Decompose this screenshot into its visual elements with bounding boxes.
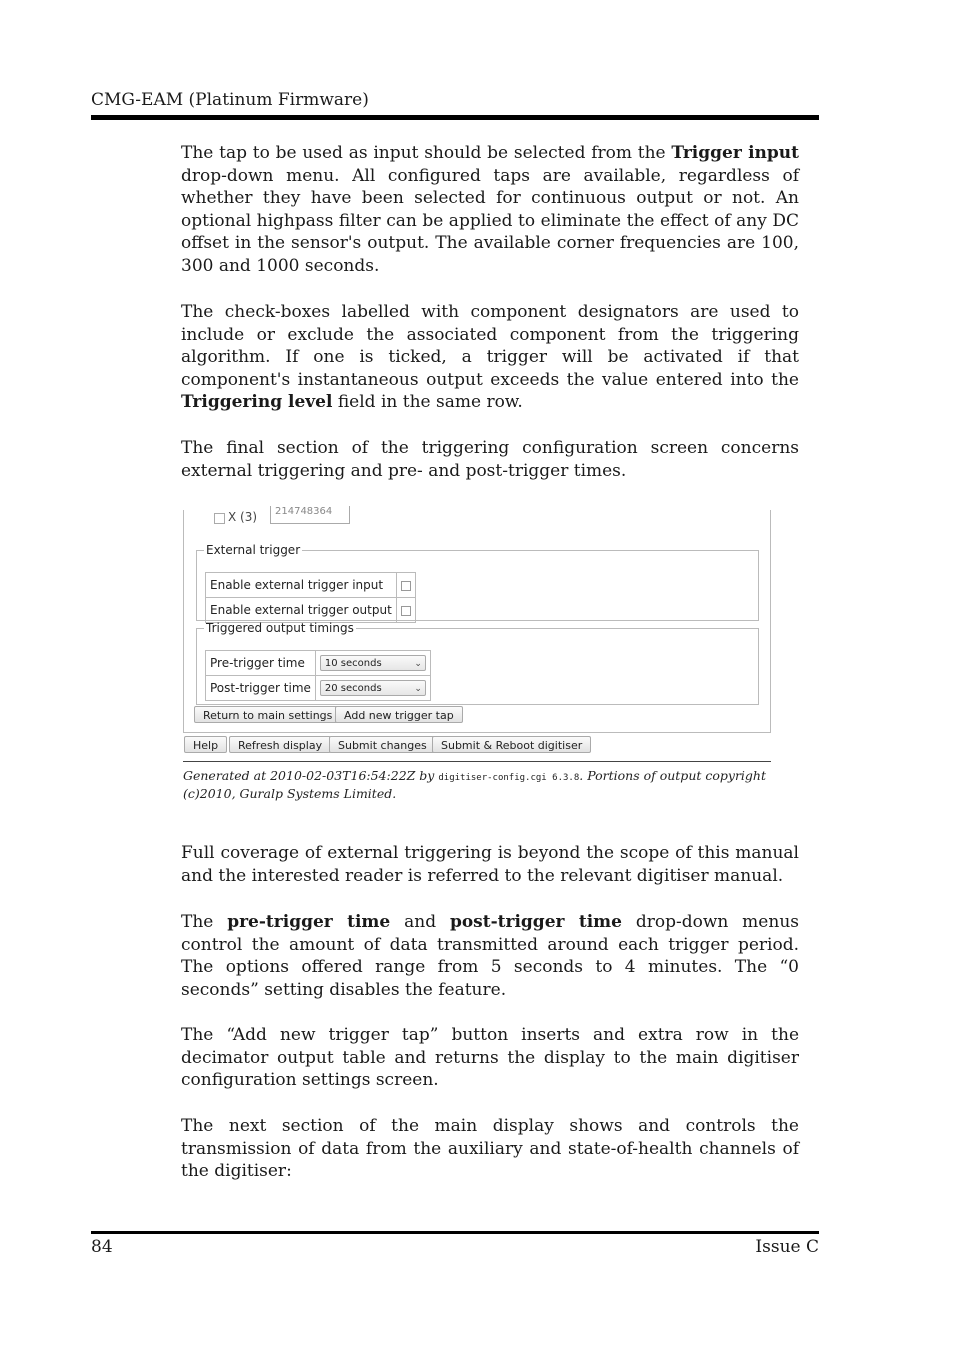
table-row: [206, 598, 416, 623]
caption-script-name: digitiser-config.cgi 6.3.8: [438, 773, 580, 783]
enable-input-label: Enable external trigger input: [206, 573, 397, 598]
paragraph-checkboxes: [181, 301, 799, 414]
bold-term: pre-trigger time: [227, 912, 391, 932]
text-span: The: [181, 912, 228, 932]
external-trigger-legend: External trigger: [206, 543, 301, 557]
triggering-level-input[interactable]: 214748364: [270, 506, 350, 524]
paragraph-add-tap: The “Add new trigger tap” button inserts and extra row in the decimator output table and returns the display to the main digitiser configuration settings screen.: [181, 1025, 799, 1091]
text-span: and: [390, 912, 450, 932]
text-span: drop-down menus control the amount of data transmitted around each trigger period. The options offered range from 5 seconds to 4 minutes. The “0 seconds” setting disables the feature.: [181, 912, 799, 1000]
post-trigger-select[interactable]: [320, 680, 426, 696]
enable-external-input-checkbox[interactable]: [401, 581, 411, 591]
component-checkbox[interactable]: [214, 513, 225, 524]
table-row: [206, 573, 416, 598]
enable-external-output-checkbox[interactable]: [401, 606, 411, 616]
pre-trigger-label: Pre-trigger time: [206, 651, 316, 676]
enable-output-cell: [396, 598, 415, 623]
paragraph-next-section: The next section of the main display shows and controls the transmission of data from the auxiliary and state-of-health channels of the digitiser:: [181, 1116, 799, 1182]
text-span: drop-down menu. All configured taps are available, regardless of whether they have been selected for continuous output or not. An optional highpass filter can be applied to eliminate the effect of any DC offset in the sensor's output. The available corner frequencies are 100, 300 and 1000 seconds.: [181, 165, 799, 276]
config-screenshot: [183, 506, 773, 765]
post-trigger-label: Post-trigger time: [206, 676, 316, 701]
table-row: [206, 651, 431, 676]
bold-term: post-trigger time: [449, 912, 622, 932]
external-trigger-group: [196, 543, 759, 621]
footer-rule: [91, 1231, 819, 1234]
caption-text: . Portions of output copyright (c)2010, Guralp Systems Limited.: [183, 768, 766, 801]
footer-separator: [183, 761, 771, 762]
paragraph-external-coverage: Full coverage of external triggering is beyond the scope of this manual and the interested reader is referred to the relevant digitiser manual.: [181, 843, 799, 886]
trigger-timings-table: [205, 650, 431, 701]
caption-text: Generated at 2010-02-03T16:54:22Z by: [183, 768, 439, 783]
enable-output-label: Enable external trigger output: [206, 598, 397, 623]
trigger-timings-group: [196, 621, 759, 705]
pre-trigger-cell: [315, 651, 430, 676]
table-row: [206, 676, 431, 701]
header-rule: [91, 115, 819, 120]
help-button[interactable]: Help: [184, 736, 227, 753]
issue-label: Issue C: [755, 1237, 819, 1257]
enable-input-cell: [396, 573, 415, 598]
bold-term: Trigger input: [671, 143, 799, 163]
paragraph-pre-post-trigger: [181, 911, 799, 1001]
text-span: The tap to be used as input should be selected from the: [181, 143, 672, 163]
return-main-settings-button[interactable]: Return to main settings: [194, 706, 341, 723]
paragraph-final-section: The final section of the triggering configuration screen concerns external triggering and pre- and post-trigger times.: [181, 438, 799, 481]
chevron-down-icon: ⌄: [414, 659, 422, 669]
pre-trigger-value: 10 seconds: [324, 658, 382, 669]
pre-trigger-select[interactable]: [320, 655, 426, 671]
paragraph-trigger-input: [181, 142, 799, 278]
bold-term: Triggering level: [181, 392, 333, 413]
post-trigger-value: 20 seconds: [324, 683, 382, 694]
generated-caption: [183, 768, 783, 801]
post-trigger-cell: [315, 676, 430, 701]
external-trigger-table: [205, 572, 416, 623]
submit-reboot-button[interactable]: Submit & Reboot digitiser: [432, 736, 591, 753]
add-trigger-tap-button[interactable]: Add new trigger tap: [335, 706, 463, 723]
running-header: CMG-EAM (Platinum Firmware): [91, 90, 369, 110]
chevron-down-icon: ⌄: [414, 684, 422, 694]
page-number: 84: [91, 1237, 113, 1257]
submit-changes-button[interactable]: Submit changes: [329, 736, 436, 753]
text-span: field in the same row.: [332, 392, 523, 413]
component-label: X (3): [228, 510, 258, 524]
trigger-timings-legend: Triggered output timings: [206, 621, 354, 635]
text-span: The check-boxes labelled with component designators are used to include or exclude the associated component from the triggering algorithm. If one is ticked, a trigger will be activated if that component's instantaneous output exceeds the value entered into the: [181, 302, 799, 390]
refresh-display-button[interactable]: Refresh display: [229, 736, 331, 753]
